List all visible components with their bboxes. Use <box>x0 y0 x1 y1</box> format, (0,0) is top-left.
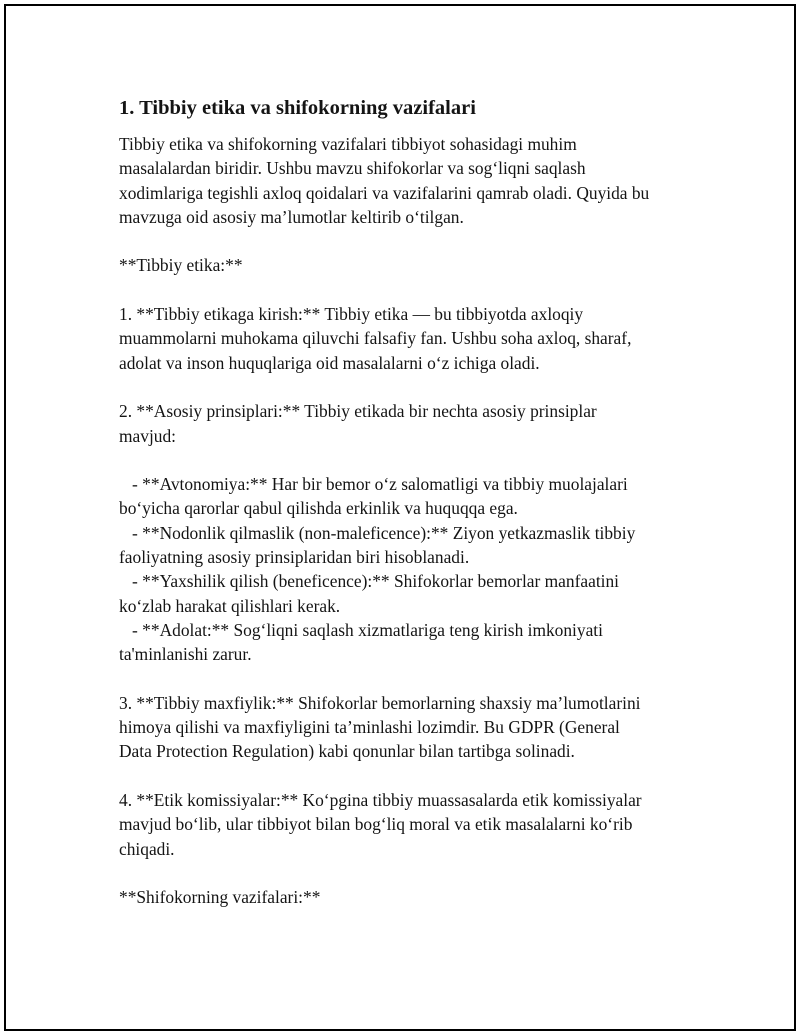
text-line: **Shifokorning vazifalari:** <box>119 887 321 908</box>
page-frame <box>4 4 796 1031</box>
text-line: mavzuga oid asosiy ma’lumotlar keltirib o‘tilgan. <box>119 206 464 227</box>
text-line: **Tibbiy etika:** <box>119 255 243 276</box>
paragraph-gap <box>119 278 709 302</box>
item-4-etik-komissiyalar <box>119 788 709 861</box>
paragraph-gap <box>119 861 709 885</box>
list-item-line: - **Yaxshilik qilish (beneficence):** Shifokorlar bemorlar manfaatini <box>119 571 620 592</box>
intro-paragraph <box>119 132 709 229</box>
list-item-line: faoliyatning asosiy prinsiplaridan biri hisoblanadi. <box>119 547 470 568</box>
list-item-line: ko‘zlab harakat qilishlari kerak. <box>119 595 341 616</box>
list-item-line: bo‘yicha qarorlar qabul qilishda erkinlik va huquqqa ega. <box>119 498 518 519</box>
text-line: 3. **Tibbiy maxfiylik:** Shifokorlar bemorlarning shaxsiy ma’lumotlarini <box>119 692 641 713</box>
paragraph-gap <box>119 667 709 691</box>
text-line: xodimlariga tegishli axloq qoidalari va vazifalarini qamrab oladi. Quyida bu <box>119 182 650 203</box>
item-3-tibbiy-maxfiylik <box>119 691 709 764</box>
item-2-asosiy-prinsiplari <box>119 399 709 448</box>
paragraph-gap <box>119 448 709 472</box>
document-content <box>119 94 709 910</box>
text-line: 1. **Tibbiy etikaga kirish:** Tibbiy etika — bu tibbiyotda axloqiy <box>119 304 584 325</box>
list-item-line: - **Avtonomiya:** Har bir bemor o‘z salomatligi va tibbiy muolajalari <box>119 474 628 495</box>
text-line: mavjud: <box>119 425 176 446</box>
text-line: muammolarni muhokama qiluvchi falsafiy fan. Ushbu soha axloq, sharaf, <box>119 328 632 349</box>
section-heading-shifokorning-vazifalari <box>119 885 709 909</box>
section-heading-tibbiy-etika <box>119 253 709 277</box>
paragraph-gap <box>119 229 709 253</box>
principles-list <box>119 472 709 666</box>
text-line: himoya qilishi va maxfiyligini ta’minlashi lozimdir. Bu GDPR (General <box>119 717 620 738</box>
text-line: mavjud bo‘lib, ular tibbiyot bilan bog‘liq moral va etik masalalarni ko‘rib <box>119 814 633 835</box>
text-line: 4. **Etik komissiyalar:** Ko‘pgina tibbiy muassasalarda etik komissiyalar <box>119 790 642 811</box>
document-title: 1. Tibbiy etika va shifokorning vazifalari <box>119 97 476 119</box>
text-line: Data Protection Regulation) kabi qonunlar bilan tartibga solinadi. <box>119 741 575 762</box>
text-line: masalalardan biridir. Ushbu mavzu shifokorlar va sog‘liqni saqlash <box>119 158 586 179</box>
text-line: 2. **Asosiy prinsiplari:** Tibbiy etikada bir nechta asosiy prinsiplar <box>119 401 597 422</box>
text-line: adolat va inson huquqlariga oid masalalarni o‘z ichiga oladi. <box>119 352 540 373</box>
text-line: chiqadi. <box>119 838 175 859</box>
paragraph-gap <box>119 375 709 399</box>
item-1-tibbiy-etikaga-kirish <box>119 302 709 375</box>
list-item-line: - **Adolat:** Sog‘liqni saqlash xizmatlariga teng kirish imkoniyati <box>119 619 603 640</box>
paragraph-gap <box>119 764 709 788</box>
text-line: Tibbiy etika va shifokorning vazifalari tibbiyot sohasidagi muhim <box>119 134 577 154</box>
list-item-line: - **Nodonlik qilmaslik (non-maleficence):** Ziyon yetkazmaslik tibbiy <box>119 522 636 543</box>
list-item-line: ta'minlanishi zarur. <box>119 644 252 665</box>
